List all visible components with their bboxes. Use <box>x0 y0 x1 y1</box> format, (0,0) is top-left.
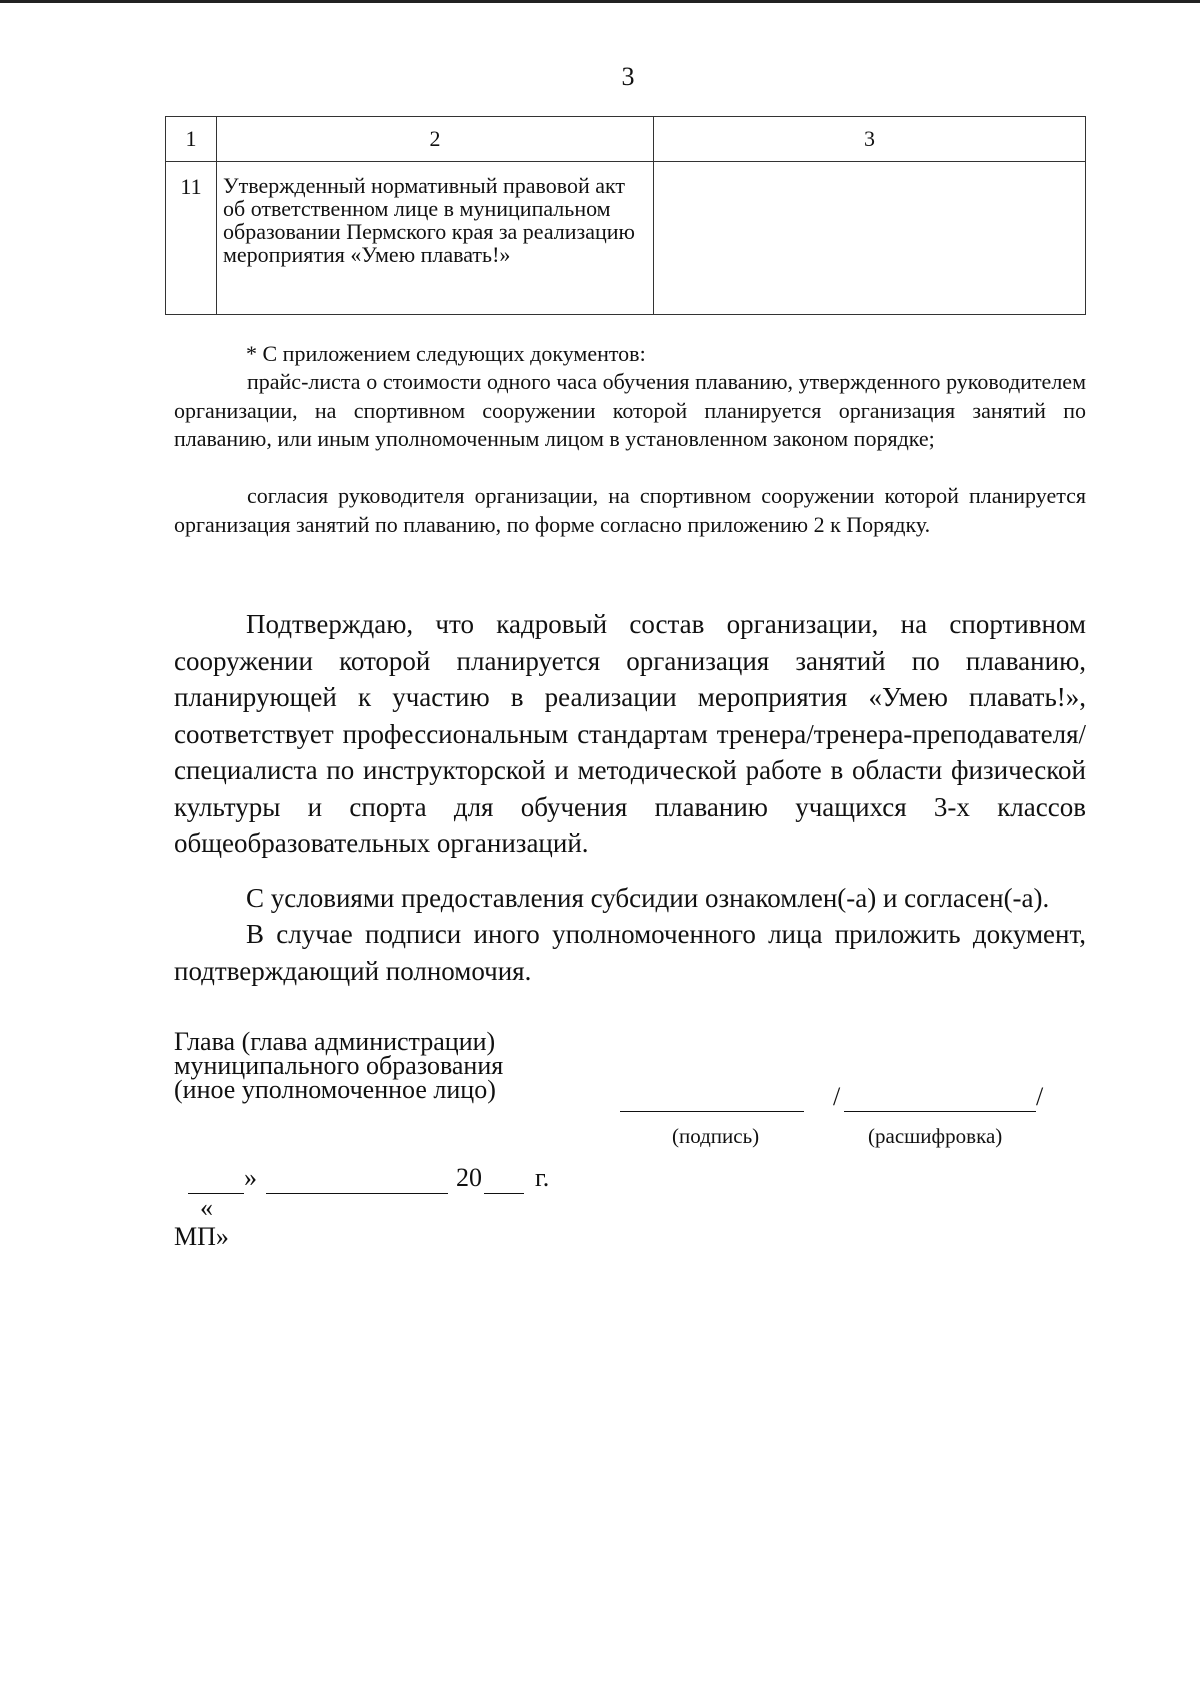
table-header-row <box>166 117 1086 162</box>
confirmation-paragraph: Подтверждаю, что кадровый состав организации, на спортивном сооружении которой планируется организация занятий по плаванию, планирующей к участию в реализации мероприятия «Умею плавать!», соответствует профессиональным стандартам тренера/тренера-преподавателя/специалиста по инструкторской и методической работе в области физической культуры и спорта для обучения плаванию учащихся 3-х классов общеобразовательных организаций. <box>174 609 1086 858</box>
attachments-intro: * С приложением следующих документов: <box>246 341 646 366</box>
table-row <box>166 162 1086 315</box>
authority-note-text: В случае подписи иного уполномоченного лица приложить документ, подтверждающий полномочия. <box>174 919 1086 986</box>
signature-line <box>620 1111 804 1112</box>
row-number-cell: 11 <box>166 162 217 315</box>
signatory-title-line: муниципального образования <box>174 1051 504 1080</box>
signatory-title-line: (иное уполномоченное лицо) <box>174 1075 496 1104</box>
decoding-line <box>844 1111 1036 1112</box>
page-number: 3 <box>621 62 635 91</box>
row-description-cell: Утвержденный нормативный правовой акт об ответственном лице в муниципальном образовании Пермского края за реализацию мероприятия «Умею плавать!» <box>217 162 654 315</box>
table-header-cell: 1 <box>166 117 217 162</box>
table-header-cell: 2 <box>217 117 654 162</box>
year-blank-line <box>484 1193 524 1194</box>
row-value-cell <box>654 162 1086 315</box>
table-header-cell: 3 <box>654 117 1086 162</box>
year-suffix: г. <box>535 1163 550 1192</box>
decoding-slash-left: / <box>833 1082 841 1111</box>
date-close-quote: » <box>244 1163 257 1192</box>
stamp-placeholder: МП» <box>174 1222 229 1251</box>
terms-agreement-text: С условиями предоставления субсидии ознакомлен(-а) и согласен(-а). <box>246 883 1050 913</box>
requirements-table <box>165 116 1086 315</box>
month-blank-line <box>266 1193 448 1194</box>
year-prefix: 20 <box>456 1163 482 1192</box>
attachment-item-consent: согласия руководителя организации, на спортивном сооружении которой планируется организация занятий по плаванию, по форме согласно приложению 2 к Порядку. <box>174 483 1086 537</box>
date-open-quote: « <box>200 1193 213 1222</box>
signature-caption: (подпись) <box>672 1124 760 1148</box>
decoding-slash-right: / <box>1036 1082 1044 1111</box>
page-top-edge <box>0 0 1200 3</box>
signatory-title-line: Глава (глава администрации) <box>174 1027 496 1056</box>
signatory-title <box>174 1027 504 1104</box>
day-blank-line <box>188 1193 244 1194</box>
decoding-caption: (расшифровка) <box>868 1124 1003 1148</box>
attachment-item-price-list: прайс-листа о стоимости одного часа обучения плаванию, утвержденного руководителем организации, на спортивном сооружении которой планируется организация занятий по плаванию, или иным уполномоченным лицом в установленном законом порядке; <box>174 369 1086 451</box>
